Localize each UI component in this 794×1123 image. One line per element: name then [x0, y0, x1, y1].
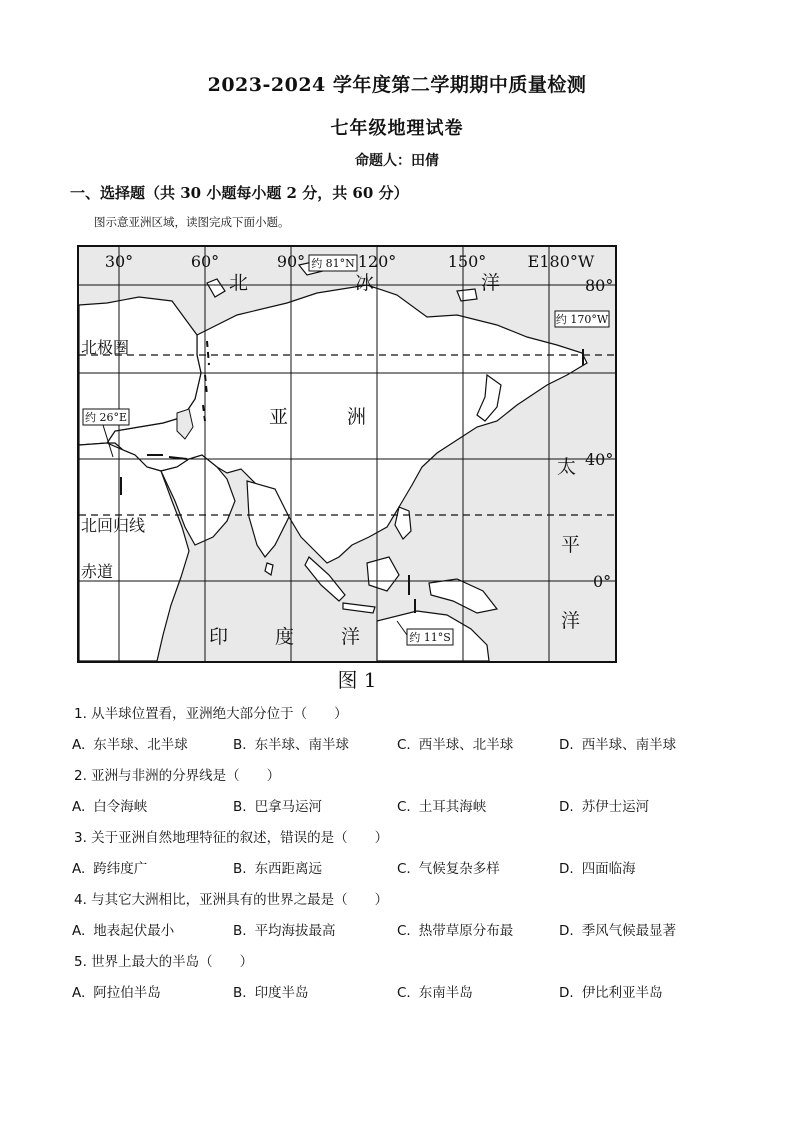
longitude-label: 90°: [276, 252, 306, 271]
answer-option: [559, 919, 676, 939]
longitude-label: 150°: [447, 252, 487, 271]
longitude-label: 120°: [357, 252, 397, 271]
option-text: 季风气候最显著: [581, 923, 677, 939]
new-siberian-island: [457, 289, 477, 301]
option-key: C.: [397, 799, 411, 815]
answer-option: [233, 981, 309, 1001]
answer-option: [233, 919, 336, 939]
option-key: C.: [397, 985, 411, 1001]
exam-subtitle: 七年级地理试卷: [330, 118, 464, 139]
answer-option: [397, 857, 500, 877]
answer-option: [397, 795, 486, 815]
option-key: B.: [233, 861, 247, 877]
question-stem: 3. 关于亚洲自然地理特征的叙述，错误的是（ ）: [74, 830, 389, 846]
option-key: A.: [72, 923, 86, 939]
asia-map: [77, 245, 617, 663]
option-key: B.: [233, 985, 247, 1001]
ocean-label: 洋: [481, 272, 501, 294]
callout-label: 约 26°E: [84, 411, 128, 424]
option-key: C.: [397, 737, 411, 753]
answer-option: [233, 733, 349, 753]
answer-option: [559, 733, 676, 753]
option-text: 西半球、北半球: [418, 737, 514, 753]
question-stem: 4. 与其它大洲相比，亚洲具有的世界之最是（ ）: [74, 892, 389, 908]
option-text: 阿拉伯半岛: [93, 985, 161, 1001]
ocean-label: 洋: [561, 610, 581, 632]
answer-option: [72, 919, 174, 939]
callout-label: 约 170°W: [555, 313, 609, 326]
option-key: C.: [397, 861, 411, 877]
longitude-label: E180°W: [527, 252, 595, 271]
answer-option: [559, 795, 649, 815]
option-key: B.: [233, 799, 247, 815]
option-key: C.: [397, 923, 411, 939]
answer-option: [72, 857, 147, 877]
latitude-label: 0°: [593, 572, 612, 591]
option-text: 热带草原分布最: [418, 923, 514, 939]
option-text: 跨纬度广: [93, 861, 148, 877]
exam-author: 命题人：田倩: [355, 153, 439, 169]
answer-option: [397, 919, 513, 939]
ocean-label: 北: [229, 272, 249, 294]
option-key: D.: [559, 799, 574, 815]
option-key: A.: [72, 861, 86, 877]
option-text: 西半球、南半球: [581, 737, 677, 753]
option-text: 伊比利亚半岛: [581, 985, 663, 1001]
answer-option: [397, 733, 513, 753]
longitude-label: 60°: [190, 252, 220, 271]
option-text: 气候复杂多样: [418, 861, 500, 877]
option-text: 土耳其海峡: [418, 799, 487, 815]
answer-option: [397, 981, 473, 1001]
tropic-of-cancer-label: 北回归线: [81, 516, 146, 535]
callout-label: 约 81°N: [311, 257, 355, 270]
option-text: 东西距离远: [254, 861, 323, 877]
figure-caption: 图 1: [337, 668, 377, 692]
ocean-label: 平: [561, 534, 581, 556]
option-key: D.: [559, 861, 574, 877]
ocean-label: 冰: [355, 272, 375, 294]
answer-option: [233, 795, 322, 815]
option-text: 印度半岛: [254, 985, 309, 1001]
equator-label: 赤道: [81, 562, 114, 581]
section-heading: 一、选择题（共 30 小题每小题 2 分，共 60 分）: [70, 184, 409, 202]
answer-option: [72, 733, 188, 753]
option-key: D.: [559, 737, 574, 753]
exam-title: 2023-2024 学年度第二学期期中质量检测: [207, 74, 587, 96]
option-text: 东南半岛: [418, 985, 473, 1001]
option-text: 地表起伏最小: [93, 923, 175, 939]
arctic-circle-label: 北极圈: [81, 338, 130, 357]
longitude-label: 30°: [104, 252, 134, 271]
answer-option: [559, 981, 663, 1001]
option-text: 白令海峡: [93, 799, 148, 815]
question-stem: 5. 世界上最大的半岛（ ）: [74, 954, 254, 970]
answer-option: [233, 857, 322, 877]
option-key: A.: [72, 737, 86, 753]
question-stem: 2. 亚洲与非洲的分界线是（ ）: [74, 768, 281, 784]
continent-label: 亚: [269, 406, 289, 428]
option-key: A.: [72, 799, 86, 815]
ocean-label: 洋: [341, 626, 361, 648]
answer-option: [72, 981, 161, 1001]
option-text: 东半球、南半球: [254, 737, 350, 753]
option-text: 平均海拔最高: [254, 923, 336, 939]
section-intro: 图示意亚洲区域，读图完成下面小题。: [94, 215, 290, 229]
latitude-label: 80°: [585, 276, 614, 295]
answer-option: [559, 857, 636, 877]
answer-option: [72, 795, 147, 815]
option-text: 东半球、北半球: [93, 737, 188, 753]
continent-label: 洲: [347, 406, 367, 428]
option-key: A.: [72, 985, 86, 1001]
question-stem: 1. 从半球位置看，亚洲绝大部分位于（ ）: [74, 706, 348, 722]
option-key: D.: [559, 923, 574, 939]
ocean-label: 印: [209, 626, 229, 648]
latitude-label: 40°: [585, 450, 614, 469]
option-text: 巴拿马运河: [254, 799, 323, 815]
option-text: 四面临海: [581, 861, 636, 877]
option-text: 苏伊士运河: [581, 799, 650, 815]
callout-label: 约 11°S: [409, 631, 451, 644]
ocean-label: 度: [275, 626, 295, 648]
ocean-label: 太: [557, 456, 577, 478]
option-key: B.: [233, 737, 247, 753]
option-key: B.: [233, 923, 247, 939]
option-key: D.: [559, 985, 574, 1001]
